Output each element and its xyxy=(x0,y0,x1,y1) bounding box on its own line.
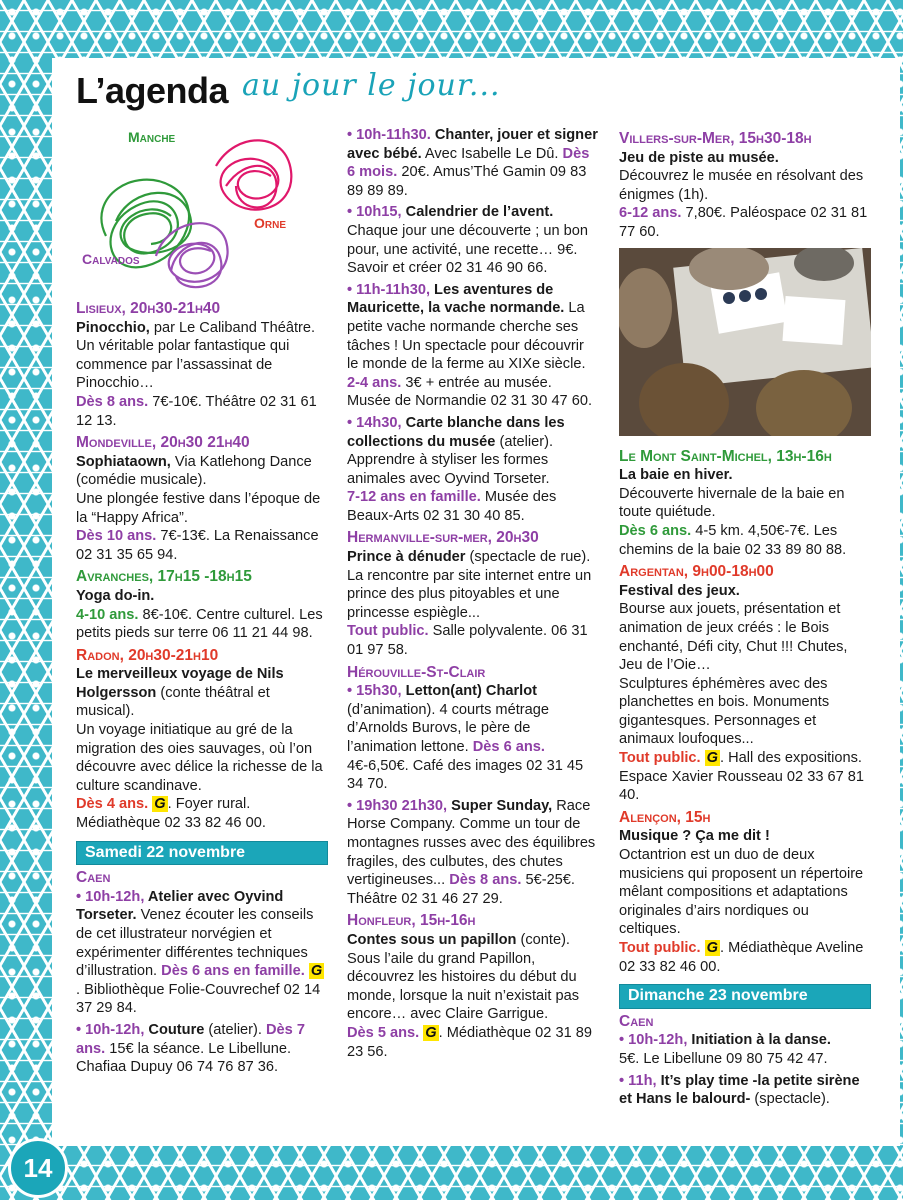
event-name: Letton(ant) Charlot xyxy=(401,683,537,700)
event-desc: La rencontre par site internet entre un prince des plus pitoyables et une princesse espiègle... xyxy=(347,567,592,621)
event-age: 4-10 ans. xyxy=(76,606,139,623)
event-info: Musée des Beaux-Arts 02 31 30 40 85. xyxy=(347,489,557,524)
event-text: (d’animation). 4 courts métrage d’Arnolds Burovs, le père de l’animation lettone. xyxy=(347,701,549,755)
column-2 xyxy=(347,126,599,1064)
event-info: . Médiathèque 02 31 89 23 56. xyxy=(347,1024,592,1060)
event-desc: Bourse aux jouets, présentation et animation de jeux créés : le Bois enchanté, Défi city, Chut !!! Chutes, Jeu de l’Oie… xyxy=(619,601,848,674)
event-text: (atelier). Apprendre à styliser les formes animales avec Oyvind Torseter. xyxy=(347,433,553,487)
event-carte-blanche xyxy=(347,414,599,526)
event-place: Le Mont Saint-Michel, 13h-16h xyxy=(619,447,832,465)
scribble-map-graphic xyxy=(76,126,328,296)
event-desc: Un voyage initiatique au gré de la migration des oies sauvages, où l’on découvre avec délice la richesse de la culture scandinave. xyxy=(76,722,323,794)
event-age: 6-12 ans. xyxy=(619,205,682,222)
children-photo xyxy=(619,248,871,436)
event-place: Argentan, 9h00-18h00 xyxy=(619,563,774,581)
event-name: Calendrier de l’avent. xyxy=(401,204,554,221)
page-title: L’agenda xyxy=(76,70,229,111)
event-age: Tout public. xyxy=(347,623,429,640)
event-honfleur xyxy=(347,912,599,1061)
event-info: 8€-10€. Centre culturel. Les petits pieds sur terre 06 11 21 44 98. xyxy=(76,606,323,642)
free-badge: G xyxy=(706,940,719,956)
event-info: 7€-13€. La Renaissance 02 31 35 65 94. xyxy=(76,528,319,563)
event-age: Dès 6 ans. xyxy=(468,739,545,755)
column-3 xyxy=(619,126,871,1112)
event-time: • 14h30, xyxy=(347,414,402,431)
page-subtitle: au jour le jour... xyxy=(242,68,501,103)
event-time: • 11h-11h30, xyxy=(347,281,430,298)
event-name: Contes sous un papillon xyxy=(347,931,517,948)
event-info: . Foyer rural. Médiathèque 02 33 82 46 00. xyxy=(76,796,266,832)
event-age: Dès 7 ans. xyxy=(76,1021,305,1057)
event-name: Les aventures de Mauricette, la vache normande. xyxy=(347,281,565,317)
event-play-time xyxy=(619,1072,871,1109)
map-label-manche: Manche xyxy=(128,129,176,145)
event-age: Dès 8 ans. xyxy=(76,393,149,410)
photo-illustration xyxy=(619,248,871,436)
event-time: • 10h-11h30. xyxy=(347,127,431,143)
event-text: Race Horse Company. Comme un tour de montagnes russes avec des équilibres fragiles, des culbutes, des chutes vertigineuses... xyxy=(347,797,596,889)
event-place: Avranches, 17h15 -18h15 xyxy=(76,568,252,586)
event-desc: Découverte hivernale de la baie en toute quiétude. xyxy=(619,485,845,521)
event-age: Dès 8 ans. xyxy=(445,872,522,889)
event-text: La petite vache normande cherche ses tâches ! Un spectacle pour découvrir le monde de la ferme au XIXe siècle. xyxy=(347,300,586,373)
event-villers xyxy=(619,130,871,242)
page-number: 14 xyxy=(8,1138,68,1198)
region-map xyxy=(76,126,328,296)
event-place: Mondeville, 20h30 21h40 xyxy=(76,434,250,452)
event-super-sunday xyxy=(347,797,599,909)
event-info: 20€. Amus’Thé Gamin 09 83 89 89 89. xyxy=(347,164,587,199)
event-name: Prince à dénuder xyxy=(347,549,466,566)
event-text: (spectacle de rue). xyxy=(465,549,591,566)
event-place: Alençon, 15h xyxy=(619,808,711,826)
event-desc: Une plongée festive dans l’époque de la “Happy Africa”. xyxy=(76,490,321,526)
map-label-orne: Orne xyxy=(254,215,287,231)
column-1 xyxy=(76,126,328,1080)
event-text: (conte). xyxy=(516,931,570,948)
event-text: Via Katlehong Dance (comédie musicale). xyxy=(76,453,312,489)
event-text: (spectacle). xyxy=(750,1091,830,1108)
event-atelier-torseter xyxy=(76,888,328,1018)
event-info: 4-5 km. 4,50€-7€. Les chemins de la baie 02 33 89 80 88. xyxy=(619,522,847,558)
event-text: 5€. Le Libellune 09 80 75 42 47. xyxy=(619,1050,828,1067)
event-name: Atelier avec Oyvind Torseter. xyxy=(76,888,284,924)
event-info: Salle polyvalente. 06 31 01 97 58. xyxy=(347,623,588,659)
event-name: Festival des jeux. xyxy=(619,582,740,599)
event-place: Hermanville-sur-mer, 20h30 xyxy=(347,529,539,547)
city-caen: Caen xyxy=(619,1012,654,1030)
event-name: Pinocchio, xyxy=(76,319,150,336)
event-radon xyxy=(76,647,328,833)
event-age: Dès 6 ans en famille. xyxy=(157,963,305,980)
day-header-sunday: Dimanche 23 novembre xyxy=(619,984,871,1009)
event-name: Musique ? Ça me dit ! xyxy=(619,828,770,845)
event-text: (conte théâtral et musical). xyxy=(76,684,270,720)
event-chanter-bebe xyxy=(347,126,599,200)
event-text: Avec Isabelle Le Dû. xyxy=(421,145,559,162)
event-info: 15€ la séance. Le Libellune. Chafiaa Dupuy 06 74 76 87 36. xyxy=(76,1040,292,1076)
free-badge: G xyxy=(706,750,719,767)
event-place: Radon, 20h30-21h10 xyxy=(76,646,219,664)
event-info: . Bibliothèque Folie-Couvrechef 02 14 37 29 84. xyxy=(76,981,321,1017)
event-couture xyxy=(76,1021,328,1077)
event-mondeville xyxy=(76,434,328,564)
event-mauricette xyxy=(347,281,599,411)
event-name: La baie en hiver. xyxy=(619,467,733,484)
event-alencon xyxy=(619,809,871,976)
event-name: Jeu de piste au musée. xyxy=(619,149,779,166)
event-charlot xyxy=(347,682,599,794)
event-time: • 19h30 21h30, xyxy=(347,797,448,814)
event-time: • 10h-12h, xyxy=(76,1021,145,1038)
event-text: Chaque jour une découverte ; un bon pour, une activité, une recette… 9€. Savoir et créer 02 31 46 90 66. xyxy=(347,222,588,277)
event-name: Sophiataown, xyxy=(76,453,171,470)
event-info: . Médiathèque Aveline 02 33 82 46 00. xyxy=(619,940,864,975)
event-info: 5€-25€. Théâtre 02 31 46 27 29. xyxy=(347,872,575,907)
event-info: 4€-6,50€. Café des images 02 31 45 34 70. xyxy=(347,757,584,793)
event-mont-saint-michel xyxy=(619,448,871,560)
event-text: par Le Caliband Théâtre. xyxy=(149,319,316,336)
event-info: . Hall des expositions. Espace Xavier Rousseau 02 33 67 81 40. xyxy=(619,750,865,804)
event-time: • 10h15, xyxy=(347,204,402,221)
event-name: Chanter, jouer et signer avec bébé. xyxy=(347,127,598,162)
event-hermanville xyxy=(347,529,599,659)
event-name: Carte blanche dans les collections du musée xyxy=(347,414,565,450)
event-desc: Un véritable polar fantastique qui commence par l’assassinat de Pinocchio… xyxy=(76,338,290,392)
event-age: Dès 5 ans. xyxy=(347,1024,420,1041)
event-time: • 11h, xyxy=(619,1072,657,1089)
event-info: 7€-10€. Théâtre 02 31 61 12 13. xyxy=(76,393,317,429)
city-herouville: Hérouville-St-Clair xyxy=(347,663,486,681)
event-calendrier-avent xyxy=(347,203,599,277)
event-text: (atelier). xyxy=(204,1021,262,1038)
event-name: It’s play time -la petite sirène et Hans le balourd- xyxy=(619,1072,860,1108)
event-lisieux xyxy=(76,300,328,430)
map-label-calvados: Calvados xyxy=(82,251,140,267)
event-name: Yoga do-in. xyxy=(76,587,155,604)
day-header-saturday: Samedi 22 novembre xyxy=(76,841,328,866)
event-name: Initiation à la danse. xyxy=(687,1032,831,1049)
event-avranches xyxy=(76,568,328,642)
event-info: 7,80€. Paléospace 02 31 81 77 60. xyxy=(619,205,868,240)
event-age: Dès 6 ans. xyxy=(619,522,692,539)
event-age: 2-4 ans. xyxy=(347,374,402,391)
event-age: Tout public. xyxy=(619,750,701,767)
event-name: Couture xyxy=(144,1021,205,1038)
event-name: Super Sunday, xyxy=(447,797,553,814)
free-badge: G xyxy=(154,796,166,813)
event-place: Villers-sur-Mer, 15h30-18h xyxy=(619,130,812,147)
city-caen: Caen xyxy=(76,869,111,887)
free-badge: G xyxy=(425,1024,437,1041)
event-time: • 10h-12h, xyxy=(619,1032,688,1049)
event-place: Honfleur, 15h-16h xyxy=(347,912,476,930)
event-time: • 10h-12h, xyxy=(76,888,145,905)
event-time: • 15h30, xyxy=(347,683,402,700)
event-desc-2: Sculptures éphémères avec des planchettes en bois. Monuments gigantesques. Personnages et animaux loufoques... xyxy=(619,675,830,748)
event-age: 7-12 ans en famille. xyxy=(347,489,481,506)
event-name: Le merveilleux voyage de Nils Holgersson xyxy=(76,666,284,701)
event-desc: Sous l’aile du grand Papillon, découvrez les histoires du début du monde, lorsque la nuit n’existait pas encore… avec Claire Garrigue. xyxy=(347,950,580,1023)
event-age: Dès 6 mois. xyxy=(347,145,590,181)
event-age: Tout public. xyxy=(619,940,701,956)
event-danse xyxy=(619,1031,871,1068)
event-desc: Découvrez le musée en résolvant des énigmes (1h). xyxy=(619,168,864,203)
event-place: Lisieux, 20h30-21h40 xyxy=(76,300,221,317)
event-argentan xyxy=(619,563,871,805)
event-text: Venez écouter les conseils de cet illustrateur norvégien et expérimenter différentes techniques d’illustration. xyxy=(76,907,314,980)
event-desc: Octantrion est un duo de deux musiciens qui proposent un répertoire mêlant compositions et adaptations originales d’airs nordiques ou celtiques. xyxy=(619,847,864,938)
event-age: Dès 4 ans. xyxy=(76,796,149,813)
event-age: Dès 10 ans. xyxy=(76,528,157,545)
event-info: 3€ + entrée au musée. Musée de Normandie 02 31 30 47 60. xyxy=(347,374,593,410)
free-badge: G xyxy=(310,963,323,980)
